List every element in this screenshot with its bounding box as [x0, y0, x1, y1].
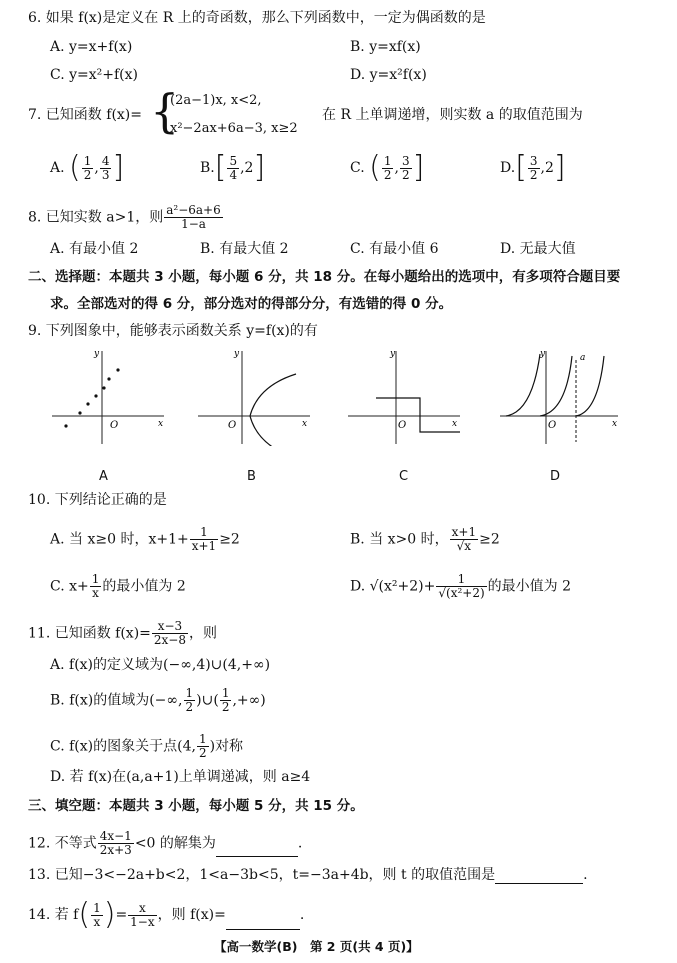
- q12-stem: 12. 不等式 $\frac{4x-1}{2x+3}$ <0 的解集为 .: [28, 829, 303, 857]
- q7-option-c: C. ( $\frac{1}{2}$ , $\frac{3}{2}$ ]: [350, 150, 425, 185]
- section-2-heading-line1: 二、选择题：本题共 3 小题，每小题 6 分，共 18 分。在每小题给出的选项中，有多项符合题目要: [28, 269, 621, 285]
- q8-stem: 8. 已知实数 a>1，则 $\frac{\text{a²−6a+6}}{1-a}$: [28, 203, 221, 231]
- graph-c-x-label: x: [452, 419, 458, 429]
- q11-option-b: B. f(x)的值域为(−∞, $\frac{1}{2}$ )∪( $\frac{1}{2}$ ,+∞): [50, 686, 266, 714]
- q14-stem: 14. 若 f( $\frac{1}{x}$ )= $\frac{x}{1-x}$ ，则 f(x)= .: [28, 897, 305, 932]
- q14-answer-blank[interactable]: [226, 915, 300, 930]
- q7-option-b: B.[ $\frac{5}{4}$ ,2]: [200, 150, 266, 185]
- q9-graph-c: [348, 346, 463, 446]
- graph-a-x-label: x: [158, 419, 164, 429]
- q9-graph-d: [500, 346, 620, 446]
- q7-piece-2: x²−2ax+6a−3, x≥2: [170, 121, 298, 136]
- graph-d-x-label: x: [612, 419, 618, 429]
- graph-b-y-label: y: [234, 349, 240, 359]
- q9-label-a: A: [99, 469, 108, 484]
- q7-lead: 7. 已知函数 f(x)=: [28, 107, 142, 123]
- q10-option-c: C. x+ $\frac{1}{x}$ 的最小值为 2: [50, 572, 186, 600]
- q6-option-a: A. y=x+f(x): [50, 39, 133, 55]
- q8-option-b: B. 有最大值 2: [200, 241, 289, 257]
- page-footer: 【高一数学(B) 第 2 页(共 4 页)】: [214, 939, 419, 954]
- q6-stem: 6. 如果 f(x)是定义在 R 上的奇函数，那么下列函数中，一定为偶函数的是: [28, 10, 486, 26]
- section-2-heading-line2: 求。全部选对的得 6 分，部分选对的得部分分，有选错的得 0 分。: [50, 296, 453, 312]
- graph-d-origin: O: [548, 420, 557, 431]
- q13-stem: 13. 已知−3<−2a+b<2，1<a−3b<5，t=−3a+4b，则 t 的取值范围是 .: [28, 867, 588, 883]
- graph-c-origin: O: [398, 420, 407, 431]
- graph-c-y-label: y: [390, 349, 396, 359]
- graph-d-a-label: a: [580, 353, 586, 363]
- graph-d-y-label: y: [540, 349, 546, 359]
- q7-piece-1: (2a−1)x, x<2,: [170, 93, 262, 108]
- graph-b-x-label: x: [302, 419, 308, 429]
- q10-option-d: D. √(x²+2)+ $\frac{1}{\text{√(x²+2)}}$ 的最小值为 2: [350, 572, 571, 600]
- q10-option-a: A. 当 x≥0 时，x+1+ $\frac{1}{x+1}$ ≥2: [50, 525, 240, 553]
- q7-option-a: A. ( $\frac{1}{2}$ , $\frac{4}{3}$ ]: [50, 150, 125, 185]
- graph-a-y-label: y: [94, 349, 100, 359]
- q11-option-a: A. f(x)的定义域为(−∞,4)∪(4,+∞): [50, 657, 271, 673]
- q8-option-d: D. 无最大值: [500, 241, 576, 257]
- q7-option-d: D.[ $\frac{3}{2}$ ,2]: [500, 150, 566, 185]
- q13-answer-blank[interactable]: [495, 869, 583, 884]
- q9-graph-a: [52, 346, 167, 446]
- q11-stem: 11. 已知函数 f(x)= $\frac{x-3}{2x-8}$ ，则: [28, 619, 217, 647]
- q9-label-c: C: [399, 469, 409, 484]
- q9-label-d: D: [550, 469, 561, 484]
- q9-graph-b: [198, 346, 313, 446]
- q11-option-d: D. 若 f(x)在(a,a+1)上单调递减，则 a≥4: [50, 769, 311, 785]
- q10-stem: 10. 下列结论正确的是: [28, 492, 167, 508]
- q12-answer-blank[interactable]: [216, 842, 298, 857]
- q8-option-c: C. 有最小值 6: [350, 241, 439, 257]
- q9-label-b: B: [247, 469, 256, 484]
- section-3-heading: 三、填空题：本题共 3 小题，每小题 5 分，共 15 分。: [28, 798, 364, 814]
- q7-tail: 在 R 上单调递增，则实数 a 的取值范围为: [322, 107, 583, 123]
- q7-brace: {: [150, 84, 180, 138]
- q6-option-d: D. y=x²f(x): [350, 67, 427, 83]
- graph-b-origin: O: [228, 420, 237, 431]
- q6-option-b: B. y=xf(x): [350, 39, 421, 55]
- q6-option-c: C. y=x²+f(x): [50, 67, 138, 83]
- q9-stem: 9. 下列图象中，能够表示函数关系 y=f(x)的有: [28, 323, 318, 339]
- q11-option-c: C. f(x)的图象关于点(4, $\frac{1}{2}$ )对称: [50, 732, 244, 760]
- graph-a-origin: O: [110, 420, 119, 431]
- q8-option-a: A. 有最小值 2: [50, 241, 139, 257]
- q10-option-b: B. 当 x>0 时， $\frac{x+1}{√x}$ ≥2: [350, 525, 500, 553]
